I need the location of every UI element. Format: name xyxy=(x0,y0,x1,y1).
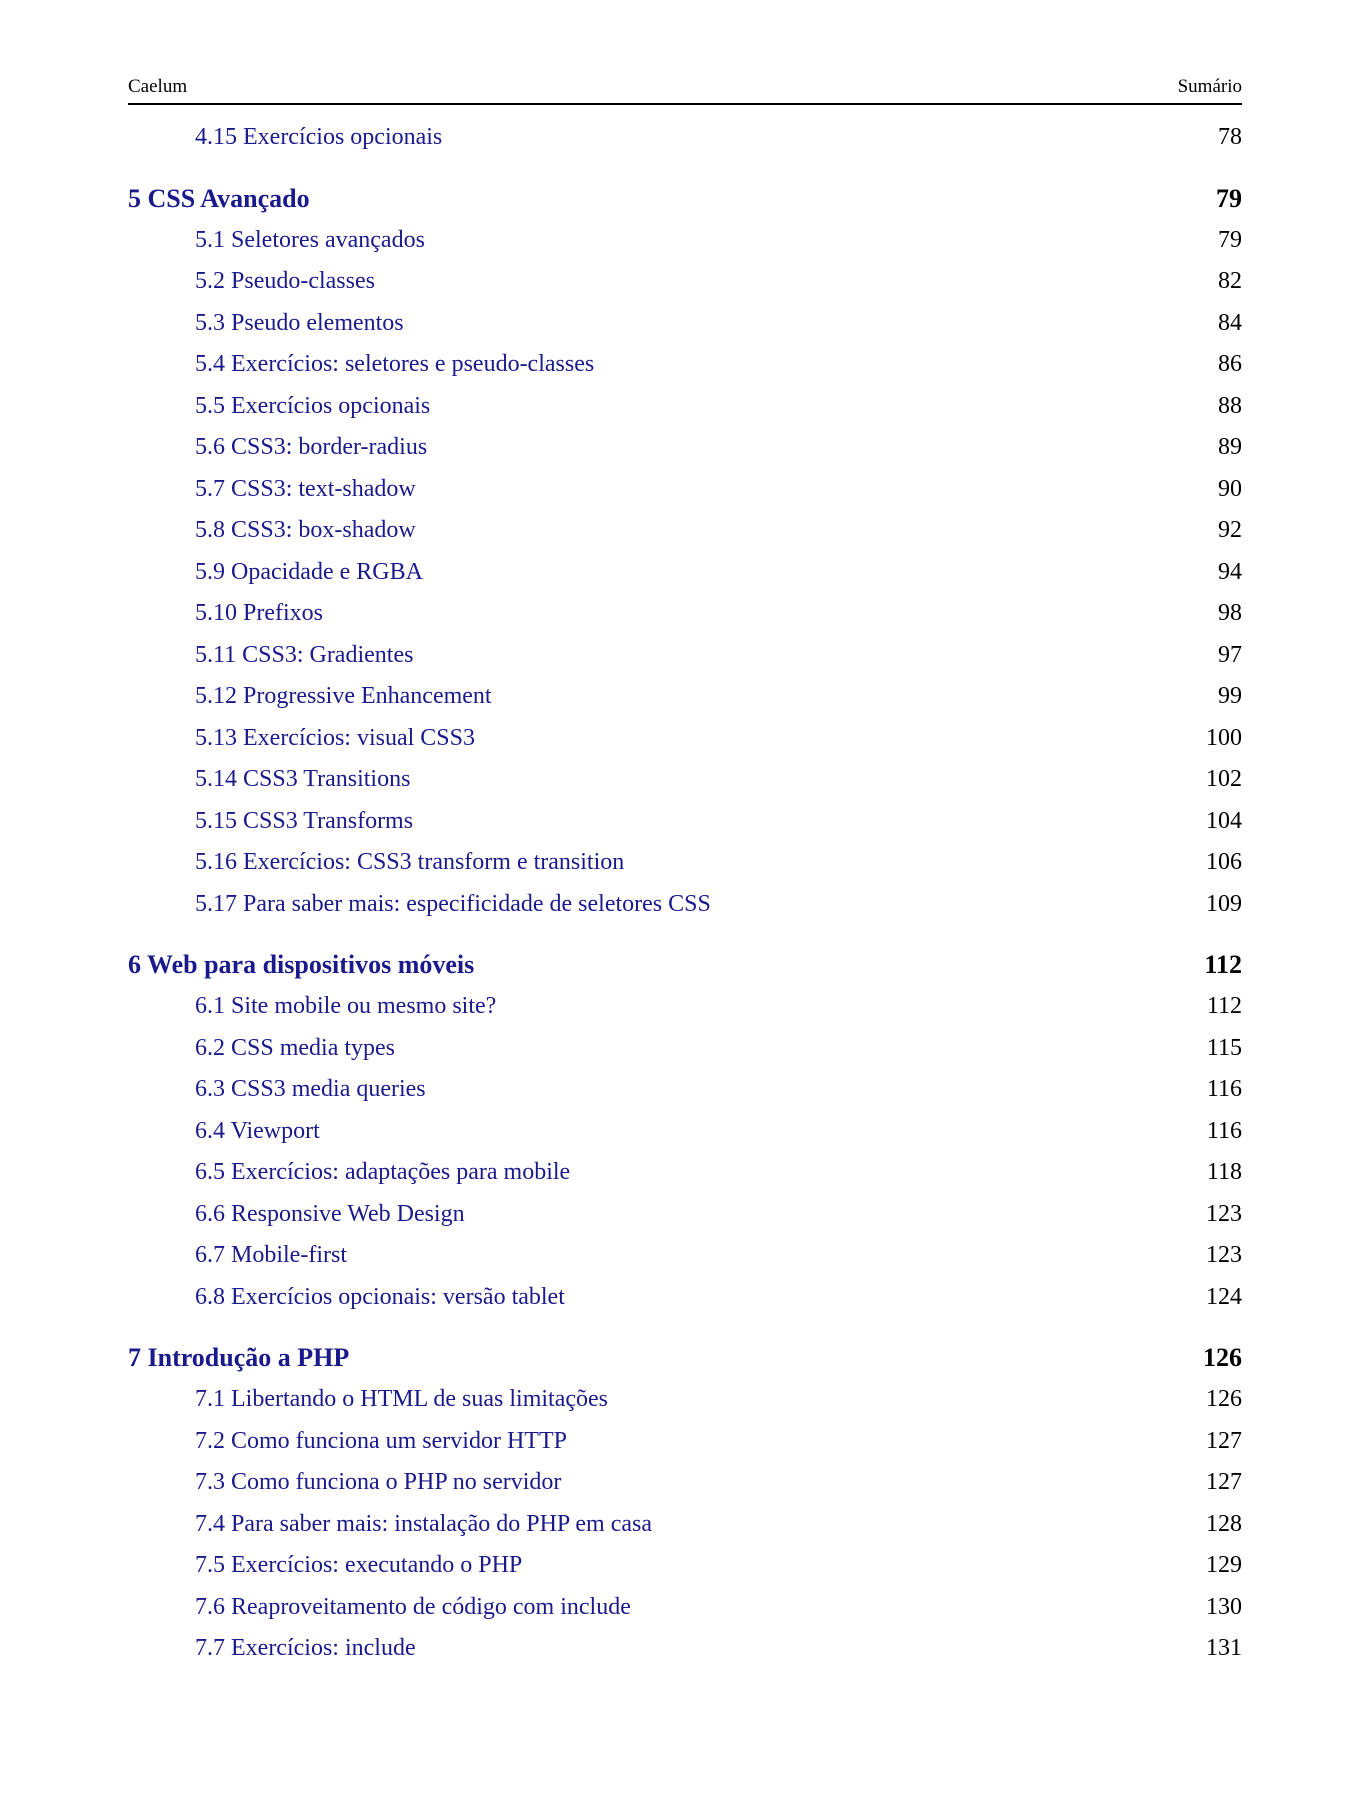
toc-entry-page: 89 xyxy=(1218,434,1242,460)
toc-entry[interactable] xyxy=(128,1504,1242,1546)
toc-entry-page: 112 xyxy=(1206,993,1242,1019)
toc-entry-page: 78 xyxy=(1218,124,1242,150)
toc-chapter-page: 112 xyxy=(1204,950,1242,979)
toc-entry-title[interactable]: 6.6 Responsive Web Design xyxy=(195,1200,465,1227)
toc-chapter[interactable] xyxy=(128,1336,1242,1379)
toc-entry-title[interactable]: 5.10 Prefixos xyxy=(195,600,323,626)
toc-entry-title[interactable]: 5.15 CSS3 Transforms xyxy=(195,807,414,834)
running-header xyxy=(128,76,1242,105)
toc-entry-title[interactable]: 6.5 Exercícios: adaptações para mobile xyxy=(195,1159,571,1185)
toc-entry-title[interactable]: 6.3 CSS3 media queries xyxy=(195,1076,426,1102)
toc-entry[interactable] xyxy=(128,344,1242,386)
toc-entry[interactable] xyxy=(128,1152,1242,1194)
toc-entry-page: 86 xyxy=(1218,351,1242,377)
toc-entry[interactable] xyxy=(128,1277,1242,1319)
toc-entry-page: 99 xyxy=(1218,683,1242,709)
toc-entry[interactable] xyxy=(128,718,1242,760)
toc-entry-page: 123 xyxy=(1206,1242,1242,1268)
toc-entry-title[interactable]: 6.4 Viewport xyxy=(195,1117,320,1144)
toc-entry-title[interactable]: 7.2 Como funciona um servidor HTTP xyxy=(195,1427,567,1454)
toc-entry-page: 109 xyxy=(1206,890,1242,917)
toc-entry-title[interactable]: 7.4 Para saber mais: instalação do PHP em casa xyxy=(195,1510,652,1537)
toc-entry-page: 79 xyxy=(1218,226,1242,253)
toc-entry[interactable] xyxy=(128,427,1242,469)
toc-entry[interactable] xyxy=(128,635,1242,677)
toc-entry[interactable] xyxy=(128,1028,1242,1070)
toc-entry-page: 127 xyxy=(1206,1427,1242,1454)
toc-entry-title[interactable]: 6.8 Exercícios opcionais: versão tablet xyxy=(195,1283,565,1310)
toc-chapter-page: 126 xyxy=(1203,1343,1242,1372)
toc-entry[interactable] xyxy=(128,1379,1242,1421)
toc-entry-title[interactable]: 5.7 CSS3: text-shadow xyxy=(195,475,416,502)
toc-entry[interactable] xyxy=(128,1069,1242,1111)
toc-entry-title[interactable]: 7.1 Libertando o HTML de suas limitações xyxy=(195,1386,609,1412)
toc-entry-page: 131 xyxy=(1206,1635,1242,1661)
toc-entry-page: 116 xyxy=(1206,1117,1242,1144)
toc-entry-title[interactable]: 6.7 Mobile-first xyxy=(195,1242,347,1268)
toc-entry[interactable] xyxy=(128,801,1242,843)
toc-entry-page: 118 xyxy=(1206,1159,1242,1185)
toc-entry[interactable] xyxy=(128,1587,1242,1629)
toc-entry-page: 126 xyxy=(1206,1386,1242,1412)
toc-entry-title[interactable]: 5.3 Pseudo elementos xyxy=(195,309,404,336)
toc-entry[interactable] xyxy=(128,1235,1242,1277)
toc-entry-page: 127 xyxy=(1206,1469,1242,1495)
toc-entry-title[interactable]: 7.7 Exercícios: include xyxy=(195,1635,416,1661)
toc-chapter-title[interactable]: 7 Introdução a PHP xyxy=(128,1343,350,1372)
toc-entry-page: 94 xyxy=(1218,558,1242,585)
toc-entry-title[interactable]: 5.16 Exercícios: CSS3 transform e transition xyxy=(195,849,625,875)
toc-entry[interactable] xyxy=(128,469,1242,511)
toc-entry-page: 84 xyxy=(1218,309,1242,336)
toc-entry-page: 128 xyxy=(1206,1510,1242,1537)
toc-entry-title[interactable]: 5.17 Para saber mais: especificidade de seletores CSS xyxy=(195,890,711,917)
toc-entry-title[interactable]: 5.11 CSS3: Gradientes xyxy=(195,641,414,668)
toc-entry[interactable] xyxy=(128,220,1242,262)
toc-entry-title[interactable]: 5.2 Pseudo-classes xyxy=(195,268,375,294)
toc-entry-title[interactable]: 5.9 Opacidade e RGBA xyxy=(195,558,423,585)
toc-entry[interactable] xyxy=(128,303,1242,345)
toc-entry-title[interactable]: 5.13 Exercícios: visual CSS3 xyxy=(195,724,475,751)
toc-entry-title[interactable]: 6.2 CSS media types xyxy=(195,1034,396,1061)
toc-entry-title[interactable]: 4.15 Exercícios opcionais xyxy=(195,124,443,150)
toc-entry-page: 102 xyxy=(1206,766,1242,792)
header-right: Sumário xyxy=(1177,76,1242,97)
toc-chapter-page: 79 xyxy=(1216,183,1242,213)
toc-entry[interactable] xyxy=(128,117,1242,159)
toc-entry-title[interactable]: 5.4 Exercícios: seletores e pseudo-classes xyxy=(195,351,595,377)
toc-entry-page: 90 xyxy=(1218,475,1242,502)
toc-chapter-title[interactable]: 6 Web para dispositivos móveis xyxy=(128,950,475,979)
toc-entry-title[interactable]: 7.3 Como funciona o PHP no servidor xyxy=(195,1469,562,1495)
toc-entry[interactable] xyxy=(128,261,1242,303)
toc-entry-page: 124 xyxy=(1206,1283,1242,1310)
toc-entry[interactable] xyxy=(128,1545,1242,1587)
toc-entry[interactable] xyxy=(128,1421,1242,1463)
toc-chapter[interactable] xyxy=(128,943,1242,986)
toc-entry-page: 98 xyxy=(1218,600,1242,626)
toc-entry-title[interactable]: 5.5 Exercícios opcionais xyxy=(195,392,431,419)
toc-entry-title[interactable]: 7.6 Reaproveitamento de código com include xyxy=(195,1593,631,1620)
toc-entry[interactable] xyxy=(128,1111,1242,1153)
toc-chapter[interactable] xyxy=(128,177,1242,220)
toc-entry[interactable] xyxy=(128,1194,1242,1236)
toc-entry-page: 116 xyxy=(1206,1076,1242,1102)
toc-entry-title[interactable]: 5.8 CSS3: box-shadow xyxy=(195,517,416,543)
toc-entry-page: 82 xyxy=(1218,268,1242,294)
toc-entry-page: 97 xyxy=(1218,641,1242,668)
toc-entry[interactable] xyxy=(128,510,1242,552)
toc-entry-page: 129 xyxy=(1206,1552,1242,1578)
toc-entry-title[interactable]: 5.12 Progressive Enhancement xyxy=(195,683,492,709)
toc-entry[interactable] xyxy=(128,884,1242,926)
toc-entry-title[interactable]: 7.5 Exercícios: executando o PHP xyxy=(195,1552,523,1578)
toc-entry-title[interactable]: 5.14 CSS3 Transitions xyxy=(195,766,411,792)
toc-entry[interactable] xyxy=(128,1628,1242,1670)
toc-entry-page: 123 xyxy=(1206,1200,1242,1227)
table-of-contents xyxy=(128,117,1242,1670)
toc-entry[interactable] xyxy=(128,986,1242,1028)
toc-entry-title[interactable]: 6.1 Site mobile ou mesmo site? xyxy=(195,993,497,1019)
toc-entry[interactable] xyxy=(128,593,1242,635)
toc-entry-page: 88 xyxy=(1218,392,1242,419)
toc-entry-page: 130 xyxy=(1206,1593,1242,1620)
toc-entry[interactable] xyxy=(128,552,1242,594)
toc-entry-title[interactable]: 5.6 CSS3: border-radius xyxy=(195,434,428,460)
toc-entry[interactable] xyxy=(128,1462,1242,1504)
toc-entry-page: 115 xyxy=(1206,1034,1242,1061)
toc-chapter-title[interactable]: 5 CSS Avançado xyxy=(128,183,310,213)
toc-entry[interactable] xyxy=(128,386,1242,428)
toc-entry-page: 100 xyxy=(1206,724,1242,751)
toc-entry[interactable] xyxy=(128,676,1242,718)
toc-entry-page: 92 xyxy=(1218,517,1242,543)
header-left: Caelum xyxy=(128,76,188,97)
toc-entry-page: 106 xyxy=(1206,849,1242,875)
toc-entry[interactable] xyxy=(128,759,1242,801)
toc-entry-title[interactable]: 5.1 Seletores avançados xyxy=(195,226,425,253)
toc-entry-page: 104 xyxy=(1206,807,1242,834)
toc-entry[interactable] xyxy=(128,842,1242,884)
